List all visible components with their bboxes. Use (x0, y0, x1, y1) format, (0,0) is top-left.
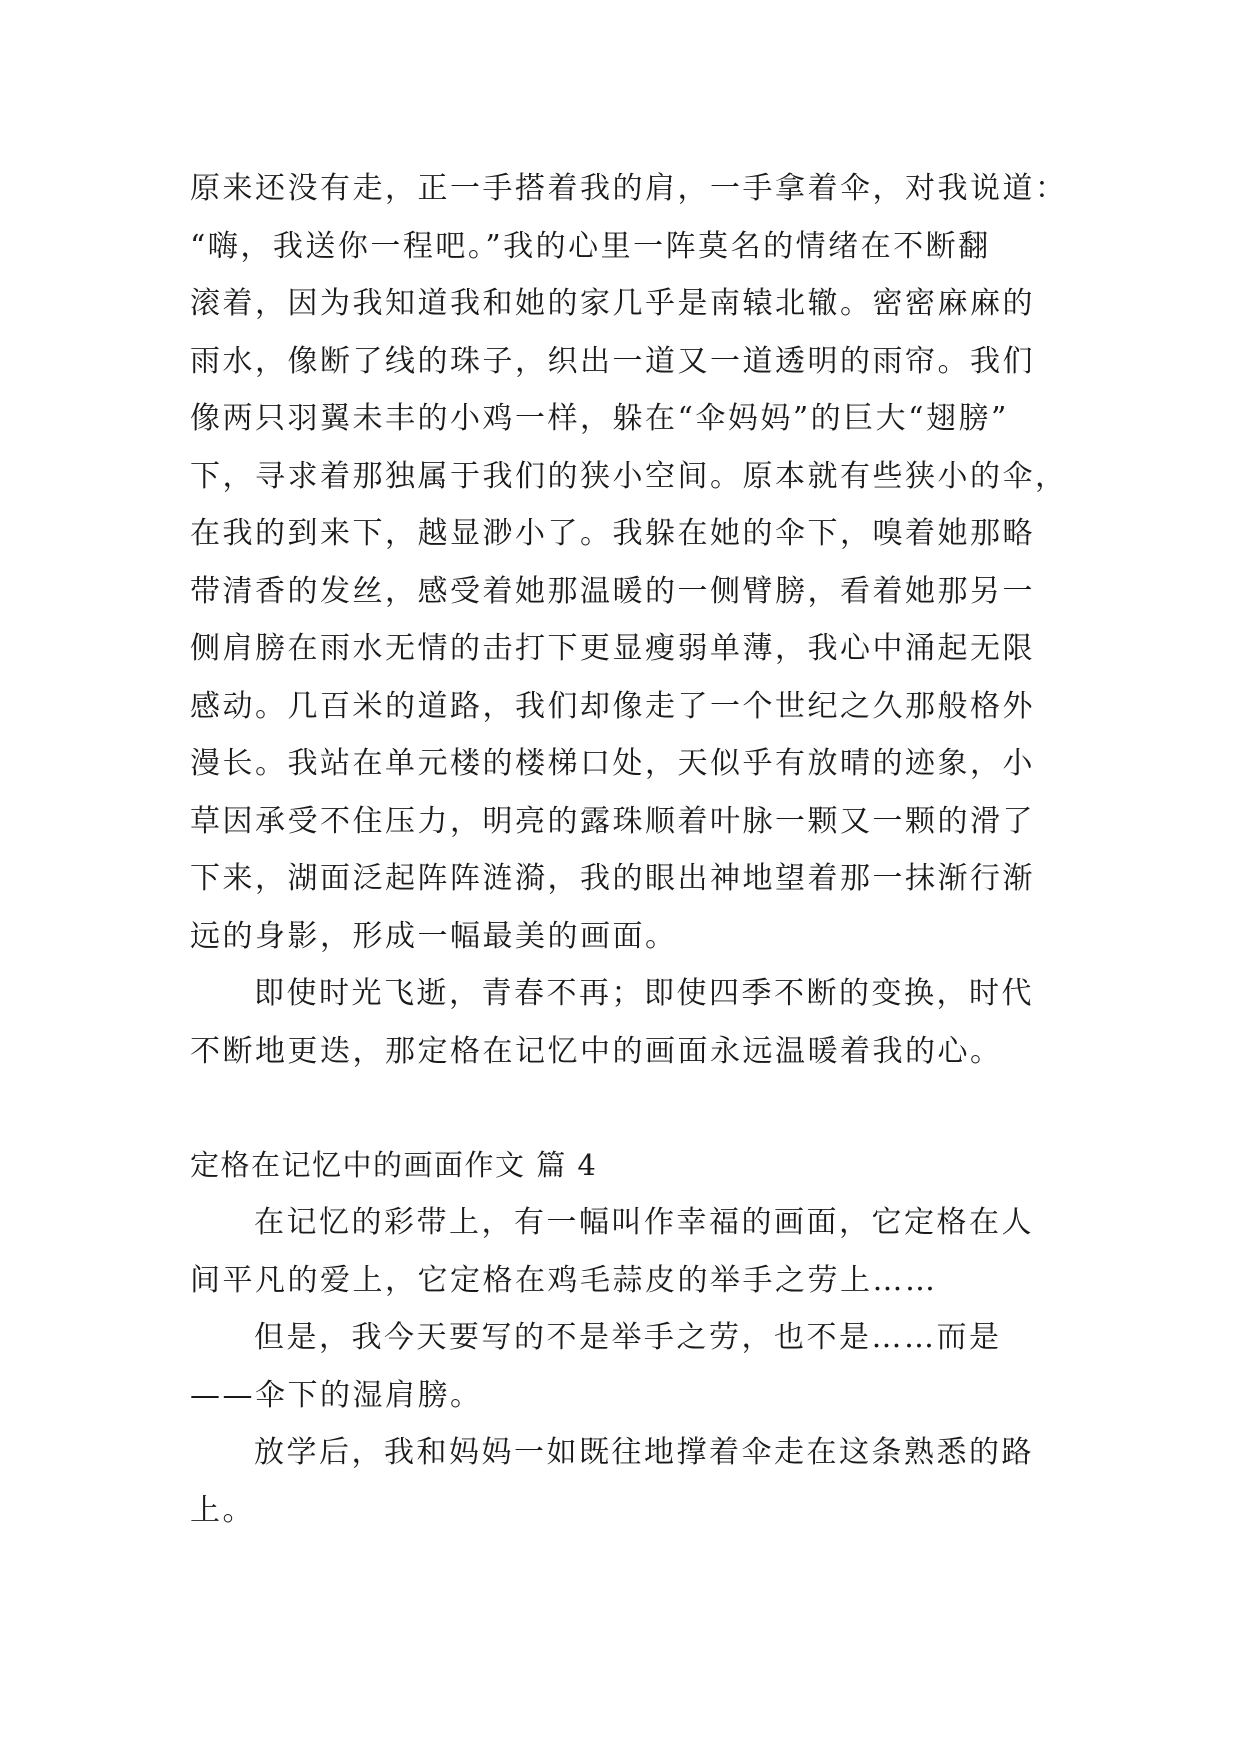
text-line: “嗨，我送你一程吧。”我的心里一阵莫名的情绪在不断翻 (190, 228, 991, 264)
section-spacer (190, 1080, 1050, 1137)
text-line: 下来，湖面泛起阵阵涟漪，我的眼出神地望着那一抹渐行渐 (190, 861, 1035, 896)
text-line: 上。 (190, 1492, 255, 1528)
text-line: 间平凡的爱上，它定格在鸡毛蒜皮的举手之劳上…… (190, 1262, 938, 1298)
text-line: 远的身影，形成一幅最美的画面。 (190, 918, 678, 954)
text-line: 侧肩膀在雨水无情的击打下更显瘦弱单薄，我心中涌起无限 (190, 631, 1035, 666)
article-text (190, 160, 1068, 1080)
section-heading: 定格在记忆中的画面作文 篇 4 (190, 1148, 598, 1182)
paragraph-topic (190, 1309, 1050, 1424)
text-line: 但是，我今天要写的不是举手之劳，也不是……而是 (254, 1320, 1002, 1355)
paragraph-continued (190, 160, 1068, 965)
text-line: 草因承受不住压力，明亮的露珠顺着叶脉一颗又一颗的滑了 (190, 803, 1035, 839)
text-line: 滚着，因为我知道我和她的家几乎是南辕北辙。密密麻麻的 (190, 286, 1035, 321)
text-line: ——伞下的湿肩膀。 (190, 1377, 483, 1413)
paragraph-closing (190, 965, 1050, 1080)
text-line: 在我的到来下，越显渺小了。我躲在她的伞下，嗅着她那略 (190, 516, 1035, 551)
text-line: 像两只羽翼未丰的小鸡一样，躲在“伞妈妈”的巨大“翅膀” (190, 401, 1009, 436)
text-line: 感动。几百米的道路，我们却像走了一个世纪之久那般格外 (190, 688, 1035, 724)
text-line: 不断地更迭，那定格在记忆中的画面永远温暖着我的心。 (190, 1033, 1003, 1069)
document-page (190, 160, 1068, 1539)
section-text (190, 1194, 1050, 1539)
text-line: 放学后，我和妈妈一如既往地撑着伞走在这条熟悉的路 (254, 1435, 1034, 1470)
paragraph-story-start (190, 1424, 1050, 1539)
text-line: 雨水，像断了线的珠子，织出一道又一道透明的雨帘。我们 (190, 343, 1035, 379)
paragraph-intro (190, 1194, 1050, 1309)
text-line: 带清香的发丝，感受着她那温暖的一侧臂膀，看着她那另一 (190, 573, 1035, 609)
text-line: 在记忆的彩带上，有一幅叫作幸福的画面，它定格在人 (254, 1205, 1034, 1240)
text-line: 漫长。我站在单元楼的楼梯口处，天似乎有放晴的迹象，小 (190, 746, 1035, 781)
text-line: 原来还没有走，正一手搭着我的肩，一手拿着伞，对我说道： (190, 171, 1068, 206)
text-line: 下，寻求着那独属于我们的狭小空间。原本就有些狭小的伞， (190, 458, 1068, 494)
text-line: 即使时光飞逝，青春不再；即使四季不断的变换，时代 (254, 976, 1034, 1011)
